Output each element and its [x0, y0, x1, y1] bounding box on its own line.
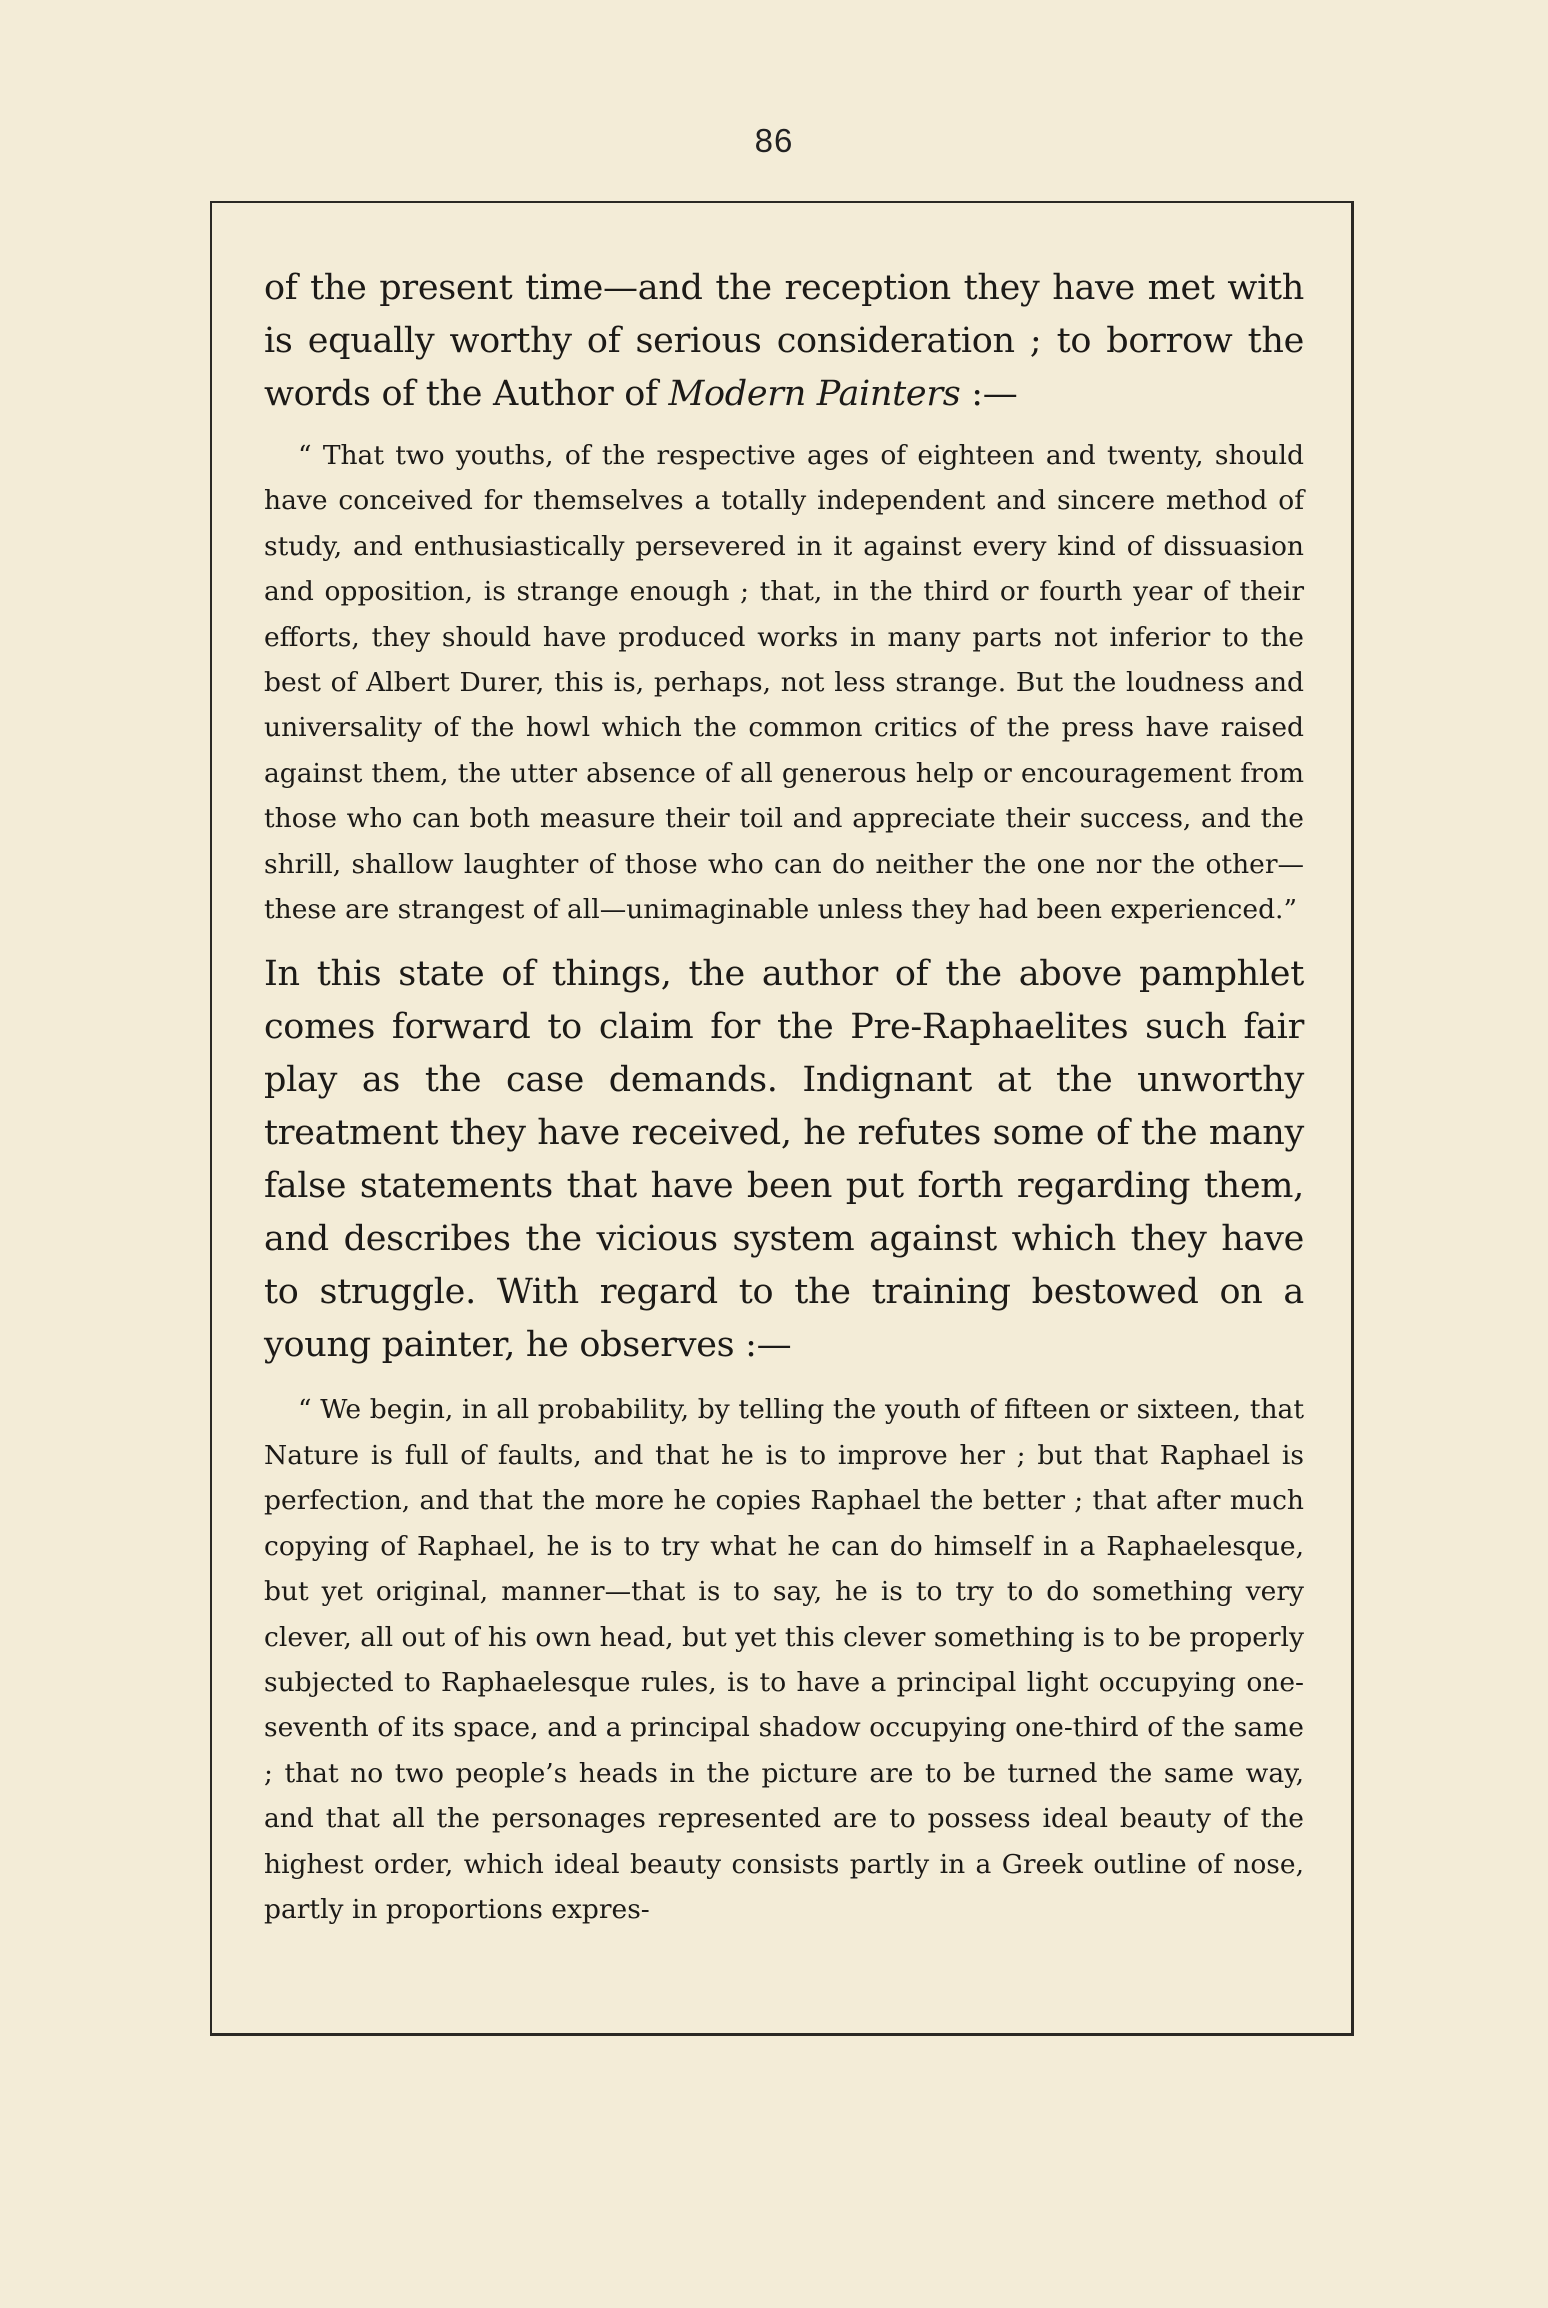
- intro-text-end: :—: [960, 374, 1018, 414]
- book-title: Modern Painters: [668, 374, 961, 414]
- body-paragraph-2: In this state of things, the author of the above pamphlet comes forward to claim for the Pre-Raphaelites such fair play as the case demands. Indignant at the unworthy treatment they have received, he refutes some of the many false statements that have been put forth regarding them, and describes the vicious system against which they have to struggle. With regard to the training bestowed on a young painter, he observes :—: [264, 954, 1304, 1366]
- page-number: 86: [754, 122, 794, 159]
- intro-text: of the present time—and the reception they have met with is equally worthy of serious consideration ; to borrow the words of the Author of: [264, 268, 1304, 414]
- quote-paragraph-1: “ That two youths, of the respective ages of eighteen and twenty, should have conceived for themselves a totally independent and sincere method of study, and enthusiastically persevered in it against every kind of dissuasion and opposition, is strange enough ; that, in the third or fourth year of their efforts, they should have produced works in many parts not inferior to the best of Albert Durer, this is, perhaps, not less strange. But the loudness and universality of the howl which the common critics of the press have raised against them, the utter absence of all generous help or encouragement from those who can both measure their toil and appreciate their success, and the shrill, shallow laughter of those who can do neither the one nor the other—these are strangest of all—unimaginable unless they had been experienced.”: [264, 440, 1304, 926]
- page-content: [264, 262, 1304, 1932]
- intro-paragraph: [264, 262, 1304, 421]
- quote-paragraph-2: “ We begin, in all probability, by telling the youth of fifteen or sixteen, that Nature is full of faults, and that he is to improve her ; but that Raphael is perfection, and that the more he copies Raphael the better ; that after much copying of Raphael, he is to try what he can do himself in a Raphaelesque, but yet original, manner—that is to say, he is to try to do something very clever, all out of his own head, but yet this clever something is to be properly subjected to Raphaelesque rules, is to have a principal light occupying one-seventh of its space, and a principal shadow occupying one-third of the same ; that no two people’s heads in the picture are to be turned the same way, and that all the personages represented are to possess ideal beauty of the highest order, which ideal beauty consists partly in a Greek outline of nose, partly in proportions expres-: [264, 1394, 1304, 1925]
